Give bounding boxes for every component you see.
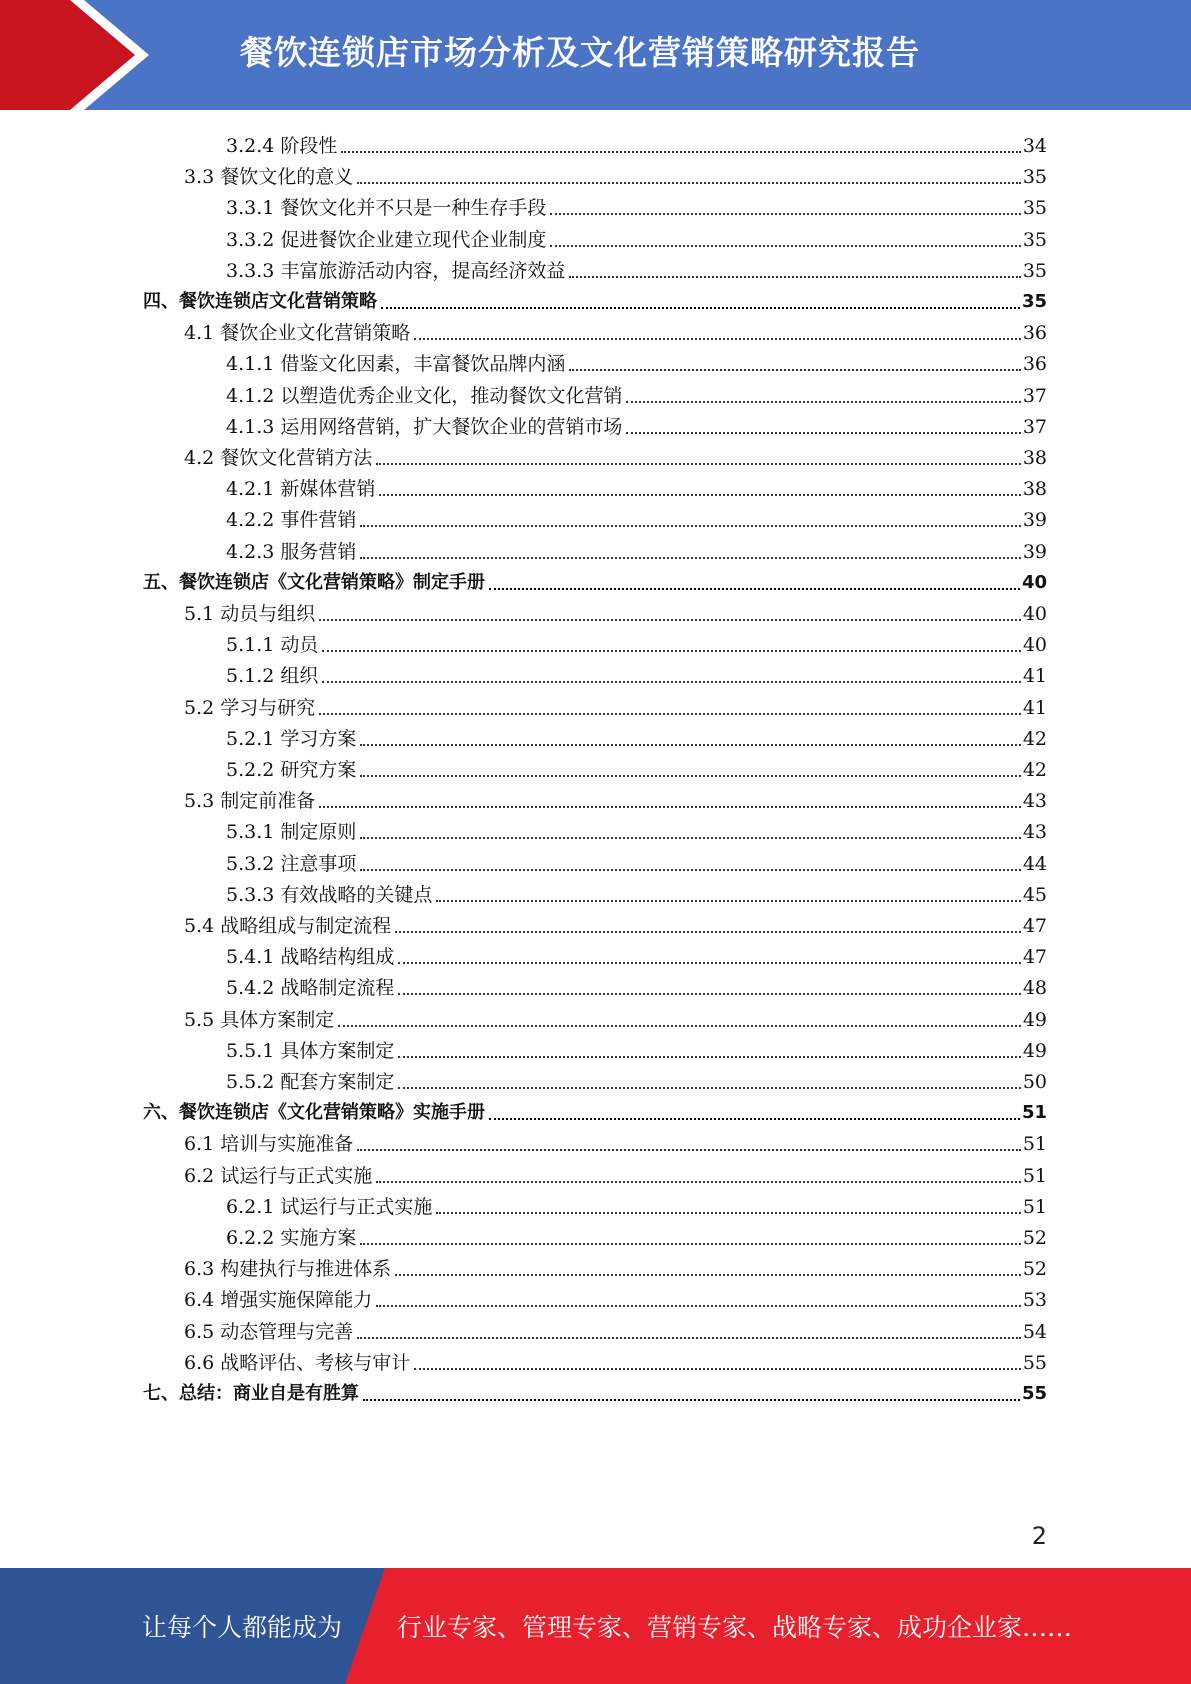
toc-dot-leader (489, 588, 1020, 590)
toc-entry-page: 51 (1022, 1195, 1047, 1218)
toc-dot-leader (398, 1056, 1020, 1058)
toc-entry-title: 3.3.3 丰富旅游活动内容，提高经济效益 (226, 259, 566, 282)
toc-entry[interactable] (143, 1376, 1047, 1407)
toc-dot-leader (357, 1337, 1021, 1339)
toc-dot-leader (550, 213, 1020, 215)
toc-entry[interactable] (226, 1064, 1047, 1095)
toc-entry[interactable] (226, 471, 1047, 502)
footer-slogan-left: 让每个人都能成为 (142, 1613, 343, 1642)
toc-entry[interactable] (184, 783, 1047, 814)
toc-dot-leader (360, 1243, 1020, 1245)
toc-entry-page: 39 (1022, 509, 1047, 532)
toc-entry-page: 38 (1022, 478, 1047, 501)
toc-entry-page: 42 (1022, 727, 1047, 750)
toc-dot-leader (363, 1399, 1020, 1401)
toc-entry[interactable] (226, 627, 1047, 658)
toc-entry[interactable] (226, 752, 1047, 783)
toc-entry-page: 55 (1022, 1351, 1047, 1374)
toc-entry[interactable] (226, 502, 1047, 533)
toc-entry[interactable] (184, 908, 1047, 939)
toc-entry-page: 37 (1022, 384, 1047, 407)
toc-entry-page: 49 (1022, 1039, 1047, 1062)
toc-entry[interactable] (226, 346, 1047, 377)
footer-slogan-right: 行业专家、管理专家、营销专家、战略专家、成功企业家…… (397, 1613, 1073, 1642)
toc-dot-leader (550, 245, 1020, 247)
toc-entry-title: 5.4 战略组成与制定流程 (184, 915, 392, 937)
toc-entry-title: 6.3 构建执行与推进体系 (184, 1258, 392, 1281)
toc-entry[interactable] (226, 534, 1047, 565)
toc-entry-title: 五、餐饮连锁店《文化营销策略》制定手册 (143, 571, 485, 593)
toc-entry-title: 5.3 制定前准备 (184, 790, 316, 813)
toc-entry[interactable] (226, 128, 1047, 159)
toc-dot-leader (398, 1087, 1020, 1089)
toc-entry[interactable] (184, 440, 1047, 471)
toc-dot-leader (381, 307, 1020, 309)
page-header (0, 0, 1191, 110)
page-number: 2 (1031, 1522, 1047, 1550)
toc-entry-title: 5.2.2 研究方案 (226, 759, 357, 781)
toc-entry-page: 51 (1021, 1102, 1047, 1124)
toc-dot-leader (414, 338, 1021, 340)
toc-entry-title: 6.1 培训与实施准备 (184, 1133, 354, 1156)
toc-entry[interactable] (184, 1314, 1047, 1345)
toc-entry-title: 3.3.2 促进餐饮企业建立现代企业制度 (226, 228, 547, 251)
toc-entry-page: 35 (1022, 259, 1047, 282)
toc-dot-leader (322, 681, 1020, 683)
toc-entry[interactable] (226, 939, 1047, 970)
toc-entry-page: 40 (1021, 571, 1047, 593)
toc-entry-page: 53 (1022, 1289, 1047, 1312)
toc-entry-title: 5.4.2 战略制定流程 (226, 977, 395, 1000)
toc-entry[interactable] (184, 159, 1047, 190)
toc-entry-page: 40 (1022, 603, 1047, 625)
toc-entry[interactable] (226, 253, 1047, 284)
toc-dot-leader (341, 151, 1020, 153)
toc-dot-leader (319, 806, 1021, 808)
toc-dot-leader (436, 900, 1020, 902)
header-title: 餐饮连锁店市场分析及文化营销策略研究报告 (240, 33, 920, 72)
toc-entry[interactable] (184, 1002, 1047, 1033)
toc-entry-page: 55 (1021, 1383, 1047, 1404)
toc-entry[interactable] (226, 877, 1047, 908)
toc-entry-title: 5.2 学习与研究 (184, 696, 316, 719)
toc-entry[interactable] (226, 846, 1047, 877)
toc-entry[interactable] (226, 190, 1047, 221)
toc-entry-title: 4.1.1 借鉴文化因素，丰富餐饮品牌内涵 (226, 353, 566, 376)
toc-entry-page: 36 (1022, 353, 1047, 376)
toc-entry-title: 6.2 试运行与正式实施 (184, 1164, 373, 1187)
toc-entry-title: 3.3 餐饮文化的意义 (184, 166, 354, 189)
toc-entry-page: 52 (1022, 1258, 1047, 1281)
toc-dot-leader (338, 1025, 1021, 1027)
toc-entry-title: 4.2.2 事件营销 (226, 509, 357, 532)
page-footer (0, 1568, 1191, 1684)
toc-entry-title: 4.1 餐饮企业文化营销策略 (184, 322, 411, 345)
toc-dot-leader (357, 1149, 1021, 1151)
toc-entry-title: 6.4 增强实施保障能力 (184, 1289, 373, 1312)
toc-entry-page: 35 (1021, 291, 1047, 312)
toc-entry-title: 4.2.3 服务营销 (226, 540, 357, 563)
toc-entry-page: 37 (1022, 415, 1047, 438)
toc-dot-leader (398, 993, 1020, 995)
toc-entry-page: 44 (1022, 852, 1047, 875)
toc-entry-page: 36 (1022, 322, 1047, 345)
toc-dot-leader (360, 869, 1020, 871)
toc-entry-title: 5.5.1 具体方案制定 (226, 1039, 395, 1062)
toc-entry-page: 38 (1022, 447, 1047, 469)
toc-entry-title: 四、餐饮连锁店文化营销策略 (143, 291, 377, 312)
toc-entry[interactable] (184, 596, 1047, 627)
toc-entry-page: 42 (1022, 759, 1047, 781)
toc-entry-page: 47 (1022, 946, 1047, 969)
toc-dot-leader (360, 837, 1020, 839)
toc-dot-leader (569, 276, 1020, 278)
toc-entry-page: 51 (1022, 1133, 1047, 1156)
toc-dot-leader (319, 619, 1021, 621)
toc-entry-title: 4.2 餐饮文化营销方法 (184, 447, 373, 469)
toc-entry[interactable] (226, 658, 1047, 689)
toc-entry-title: 七、总结：商业自是有胜算 (143, 1383, 359, 1404)
toc-entry-page: 48 (1022, 977, 1047, 1000)
toc-dot-leader (360, 525, 1020, 527)
toc-entry[interactable] (143, 565, 1047, 596)
toc-dot-leader (376, 1181, 1021, 1183)
toc-entry[interactable] (226, 814, 1047, 845)
toc-entry-page: 35 (1022, 197, 1047, 220)
toc-entry-title: 5.3.1 制定原则 (226, 821, 357, 844)
toc-entry-page: 39 (1022, 540, 1047, 563)
toc-entry-page: 50 (1022, 1071, 1047, 1093)
toc-dot-leader (360, 744, 1020, 746)
toc-entry-page: 41 (1022, 696, 1047, 719)
toc-entry-title: 6.6 战略评估、考核与审计 (184, 1351, 411, 1374)
toc-entry-page: 47 (1022, 915, 1047, 937)
toc-dot-leader (376, 1305, 1021, 1307)
toc-entry-title: 5.5.2 配套方案制定 (226, 1071, 395, 1093)
toc-entry-page: 49 (1022, 1008, 1047, 1031)
toc-dot-leader (626, 401, 1020, 403)
toc-entry[interactable] (226, 1220, 1047, 1251)
toc-dot-leader (322, 650, 1020, 652)
toc-entry[interactable] (184, 1282, 1047, 1313)
toc-entry-page: 52 (1022, 1227, 1047, 1249)
toc-entry-page: 51 (1022, 1164, 1047, 1187)
toc-entry-page: 35 (1022, 166, 1047, 189)
toc-entry-page: 40 (1022, 634, 1047, 657)
toc-entry-title: 六、餐饮连锁店《文化营销策略》实施手册 (143, 1102, 485, 1124)
toc-entry[interactable] (226, 970, 1047, 1001)
toc-entry[interactable] (226, 1189, 1047, 1220)
toc-entry-title: 5.3.3 有效战略的关键点 (226, 883, 433, 906)
toc-entry-title: 4.1.3 运用网络营销，扩大餐饮企业的营销市场 (226, 415, 623, 438)
toc-entry[interactable] (226, 378, 1047, 409)
toc-entry-page: 43 (1022, 790, 1047, 813)
toc-entry-title: 5.3.2 注意事项 (226, 852, 357, 875)
toc-entry-title: 4.2.1 新媒体营销 (226, 478, 376, 501)
toc-entry[interactable] (184, 1345, 1047, 1376)
toc-entry-page: 43 (1022, 821, 1047, 844)
toc-entry-title: 6.2.1 试运行与正式实施 (226, 1195, 433, 1218)
toc-entry-page: 45 (1022, 883, 1047, 906)
toc-dot-leader (626, 432, 1020, 434)
toc-entry-page: 54 (1022, 1320, 1047, 1343)
toc-entry-title: 3.2.4 阶段性 (226, 135, 338, 157)
toc-dot-leader (379, 494, 1020, 496)
toc-dot-leader (569, 369, 1020, 371)
toc-dot-leader (357, 182, 1021, 184)
toc-dot-leader (376, 463, 1021, 465)
toc-entry-title: 6.2.2 实施方案 (226, 1227, 357, 1249)
toc-entry-title: 5.4.1 战略结构组成 (226, 946, 395, 969)
toc-entry[interactable] (226, 222, 1047, 253)
toc-entry[interactable] (143, 284, 1047, 315)
toc-dot-leader (395, 1274, 1021, 1276)
toc-entry-title: 5.5 具体方案制定 (184, 1008, 335, 1031)
toc-dot-leader (436, 1212, 1020, 1214)
toc-entry-title: 4.1.2 以塑造优秀企业文化，推动餐饮文化营销 (226, 384, 623, 407)
toc-dot-leader (319, 713, 1021, 715)
toc-entry[interactable] (143, 1095, 1047, 1126)
toc-entry-title: 5.1 动员与组织 (184, 603, 316, 625)
toc-dot-leader (360, 775, 1020, 777)
toc-dot-leader (489, 1118, 1020, 1120)
toc-dot-leader (414, 1368, 1021, 1370)
toc-entry-title: 3.3.1 餐饮文化并不只是一种生存手段 (226, 197, 547, 220)
toc-entry[interactable] (226, 1033, 1047, 1064)
toc-entry-title: 5.1.1 动员 (226, 634, 319, 657)
toc-entry-page: 34 (1022, 135, 1047, 157)
toc-entry-page: 41 (1022, 665, 1047, 688)
toc-entry[interactable] (184, 690, 1047, 721)
toc-entry[interactable] (184, 1251, 1047, 1282)
toc-entry-title: 6.5 动态管理与完善 (184, 1320, 354, 1343)
toc-entry[interactable] (184, 1126, 1047, 1157)
toc-entry[interactable] (226, 409, 1047, 440)
toc-dot-leader (395, 931, 1021, 933)
toc-entry[interactable] (184, 315, 1047, 346)
toc-dot-leader (360, 557, 1020, 559)
toc-entry-title: 5.2.1 学习方案 (226, 727, 357, 750)
toc-entry[interactable] (226, 721, 1047, 752)
toc-entry[interactable] (184, 1158, 1047, 1189)
toc-entry-title: 5.1.2 组织 (226, 665, 319, 688)
toc-dot-leader (398, 962, 1020, 964)
toc-entry-page: 35 (1022, 228, 1047, 251)
